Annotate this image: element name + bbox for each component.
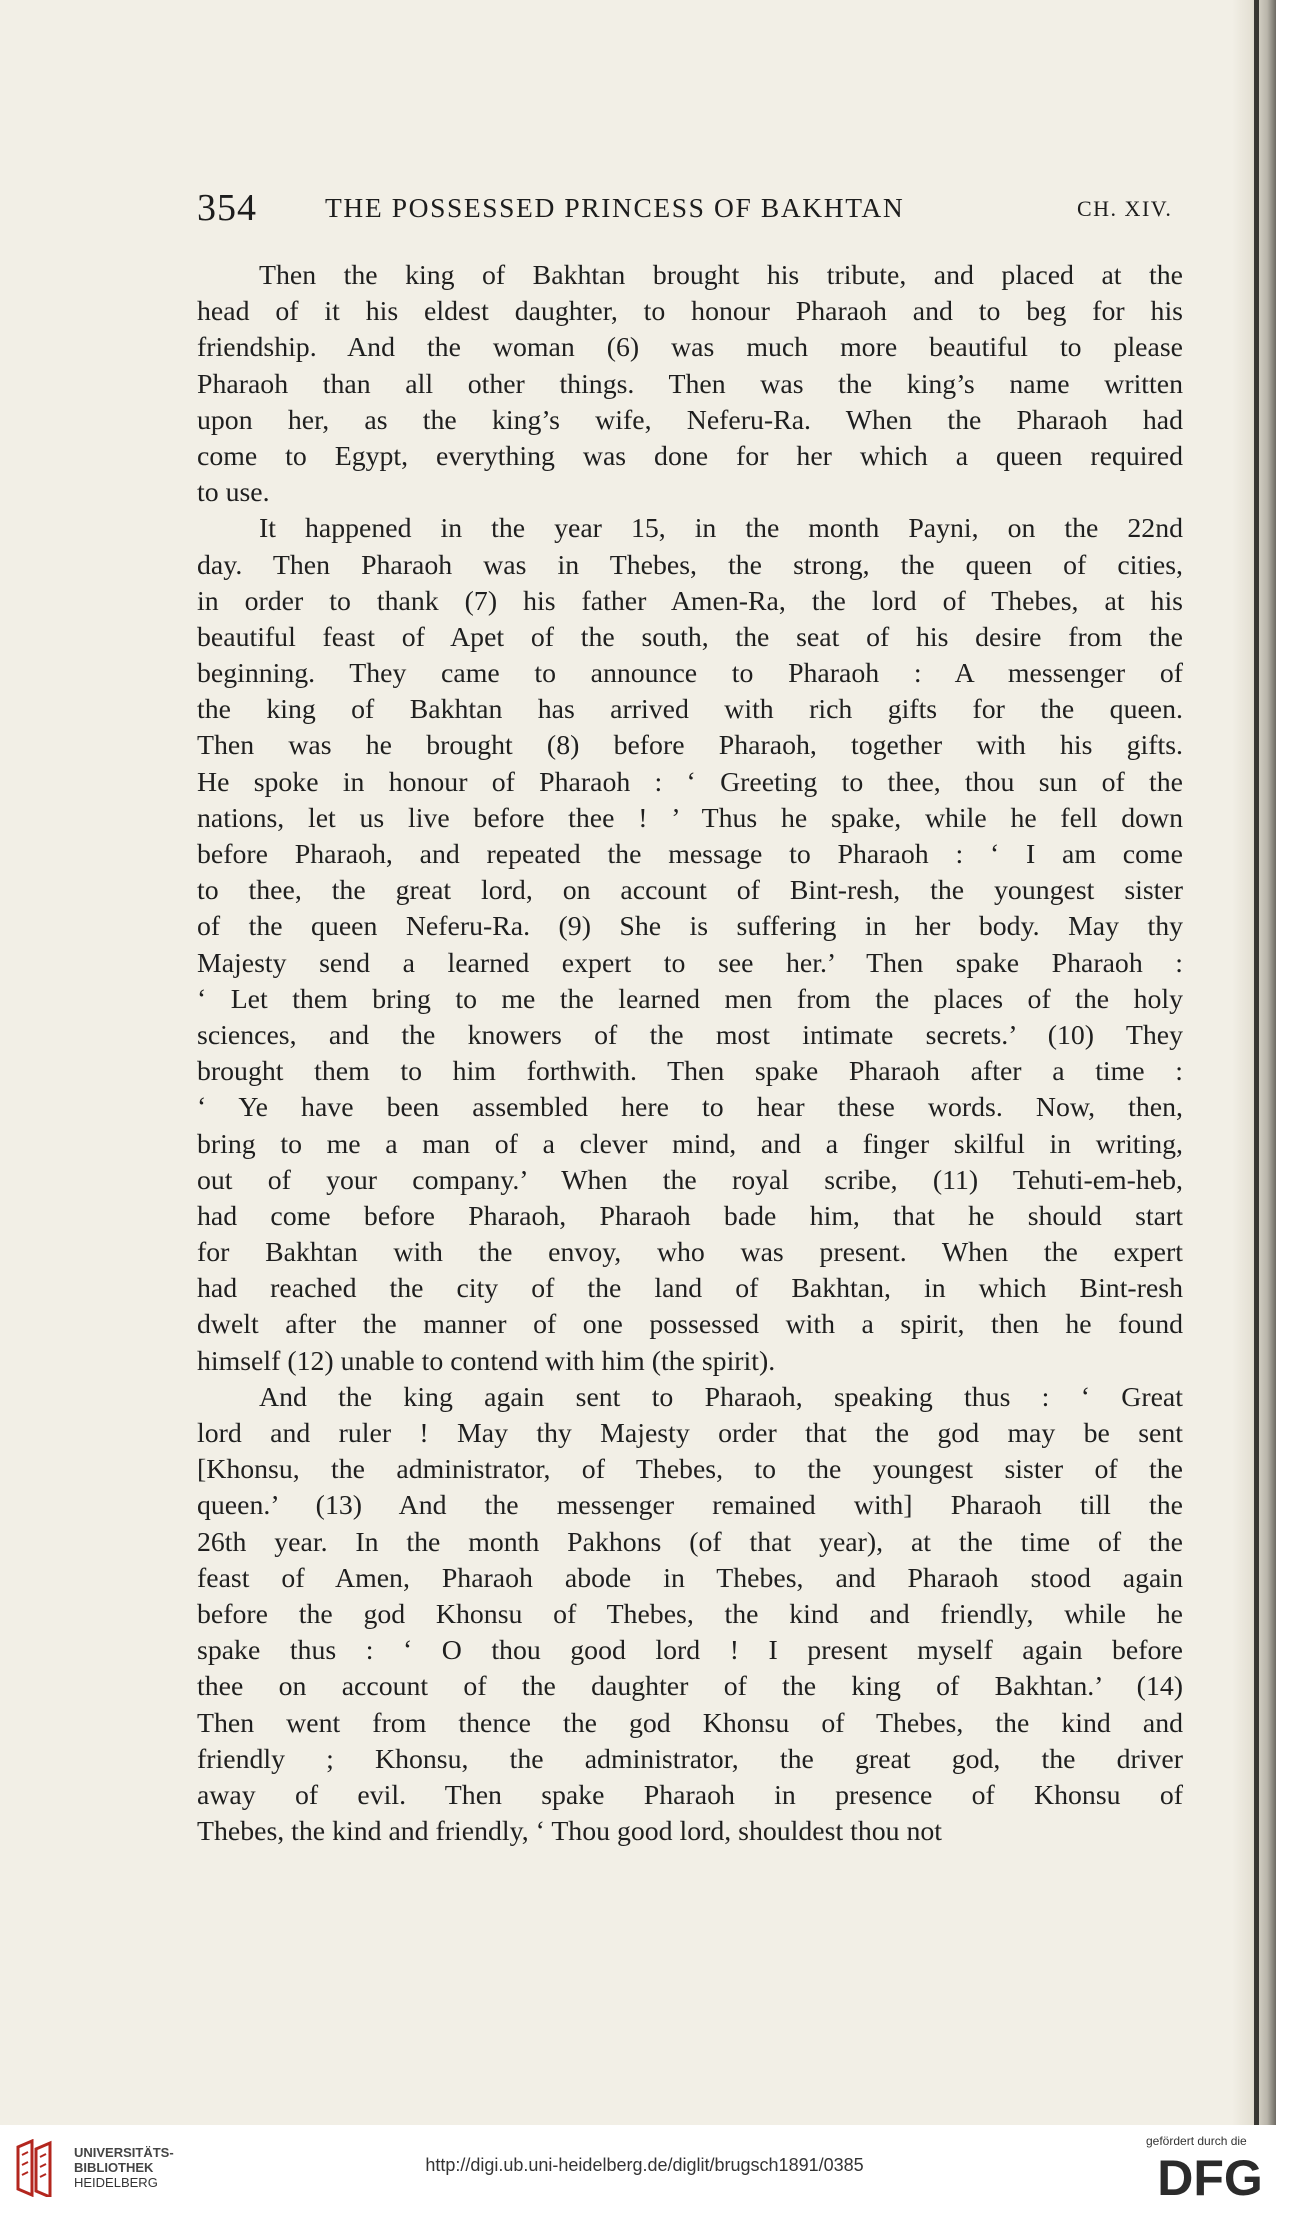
text-line: friendship. And the woman (6) was much more beautiful to please [197, 332, 1183, 364]
text-line: Then was he brought (8) before Pharaoh, together with his gifts. [197, 730, 1183, 762]
text-line: away of evil. Then spake Pharaoh in presence of Khonsu of [197, 1779, 1183, 1811]
text-line: beautiful feast of Apet of the south, the seat of his desire from the [197, 621, 1183, 653]
binding-edge [1254, 0, 1259, 2125]
text-line: upon her, as the king’s wife, Neferu-Ra. When the Pharaoh had [197, 404, 1183, 436]
text-line: 26th year. In the month Pakhons (of that year), at the time of the [197, 1526, 1183, 1558]
library-name-line: HEIDELBERG [74, 2175, 158, 2190]
text-line: spake thus : ‘ O thou good lord ! I present myself again before [197, 1635, 1183, 1667]
running-title: THE POSSESSED PRINCESS OF BAKHTAN [325, 192, 905, 223]
text-line: Thebes, the kind and friendly, ‘ Thou good lord, shouldest thou not [197, 1816, 943, 1848]
text-line: [Khonsu, the administrator, of Thebes, to the youngest sister of the [197, 1454, 1183, 1486]
dfg-logo-text: DFG [1157, 2151, 1263, 2201]
text-line: himself (12) unable to contend with him (the spirit). [197, 1345, 776, 1377]
text-line: sciences, and the knowers of the most intimate secrets.’ (10) They [197, 1019, 1183, 1051]
text-line: ‘ Ye have been assembled here to hear these words. Now, then, [197, 1092, 1183, 1124]
paragraph-first-line: Then the king of Bakhtan brought his tribute, and placed at the [259, 260, 1183, 291]
body-text [197, 258, 1183, 1850]
text-line: friendly ; Khonsu, the administrator, the great god, the driver [197, 1743, 1183, 1775]
paragraph-first-line: And the king again sent to Pharaoh, speaking thus : ‘ Great [259, 1381, 1183, 1413]
text-line: nations, let us live before thee ! ’ Thus he spake, while he fell down [197, 802, 1183, 834]
dfg-logo-icon [1148, 2151, 1272, 2201]
library-name-line: BIBLIOTHEK [74, 2160, 154, 2175]
text-line: come to Egypt, everything was done for her which a queen required [197, 440, 1183, 472]
text-line: of the queen Neferu-Ra. (9) She is suffering in her body. May thy [197, 911, 1183, 943]
text-line: lord and ruler ! May thy Majesty order that the god may be sent [197, 1418, 1183, 1449]
text-line: thee on account of the daughter of the king of Bakhtan.’ (14) [197, 1671, 1183, 1703]
text-line: beginning. They came to announce to Pharaoh : A messenger of [197, 658, 1183, 690]
text-line: feast of Amen, Pharaoh abode in Thebes, and Pharaoh stood again [197, 1562, 1183, 1594]
text-line: He spoke in honour of Pharaoh : ‘ Greeting to thee, thou sun of the [197, 766, 1183, 798]
text-line: queen.’ (13) And the messenger remained with] Pharaoh till the [197, 1490, 1183, 1522]
text-line: before the god Khonsu of Thebes, the kind and friendly, while he [197, 1598, 1183, 1630]
text-line: ‘ Let them bring to me the learned men from the places of the holy [197, 983, 1183, 1015]
text-line: to use. [197, 477, 270, 509]
running-header [197, 186, 1197, 232]
text-line: before Pharaoh, and repeated the message to Pharaoh : ‘ I am come [197, 839, 1183, 870]
text-line: day. Then Pharaoh was in Thebes, the strong, the queen of cities, [197, 549, 1183, 581]
text-line: bring to me a man of a clever mind, and a finger skilful in writing, [197, 1128, 1183, 1160]
funding-caption: gefördert durch die [1146, 2134, 1247, 2148]
text-line: Pharaoh than all other things. Then was the king’s name written [197, 368, 1183, 400]
text-line: in order to thank (7) his father Amen-Ra, the lord of Thebes, at his [197, 585, 1183, 617]
permalink-url[interactable]: http://digi.ub.uni-heidelberg.de/diglit/brugsch1891/0385 [425, 2155, 864, 2175]
text-line: brought them to him forthwith. Then spake Pharaoh after a time : [197, 1056, 1183, 1088]
viewer-footer [0, 2125, 1289, 2213]
text-line: Then went from thence the god Khonsu of Thebes, the kind and [197, 1707, 1183, 1739]
text-line: head of it his eldest daughter, to honour Pharaoh and to beg for his [197, 296, 1183, 328]
chapter-reference: CH. XIV. [1077, 196, 1173, 221]
text-line: to thee, the great lord, on account of Bint-resh, the youngest sister [197, 875, 1183, 907]
text-line: out of your company.’ When the royal scribe, (11) Tehuti-em-heb, [197, 1164, 1183, 1196]
text-line: had come before Pharaoh, Pharaoh bade him, that he should start [197, 1200, 1183, 1232]
text-line: had reached the city of the land of Bakhtan, in which Bint-resh [197, 1273, 1183, 1305]
text-line: dwelt after the manner of one possessed with a spirit, then he found [197, 1309, 1183, 1341]
text-line: the king of Bakhtan has arrived with rich gifts for the queen. [197, 694, 1183, 726]
library-name-line: UNIVERSITÄTS- [74, 2145, 174, 2160]
paragraph-first-line: It happened in the year 15, in the month Payni, on the 22nd [259, 513, 1183, 545]
text-line: for Bakhtan with the envoy, who was present. When the expert [197, 1237, 1183, 1269]
page-number: 354 [197, 187, 257, 229]
text-line: Majesty send a learned expert to see her.’ Then spake Pharaoh : [197, 947, 1183, 979]
